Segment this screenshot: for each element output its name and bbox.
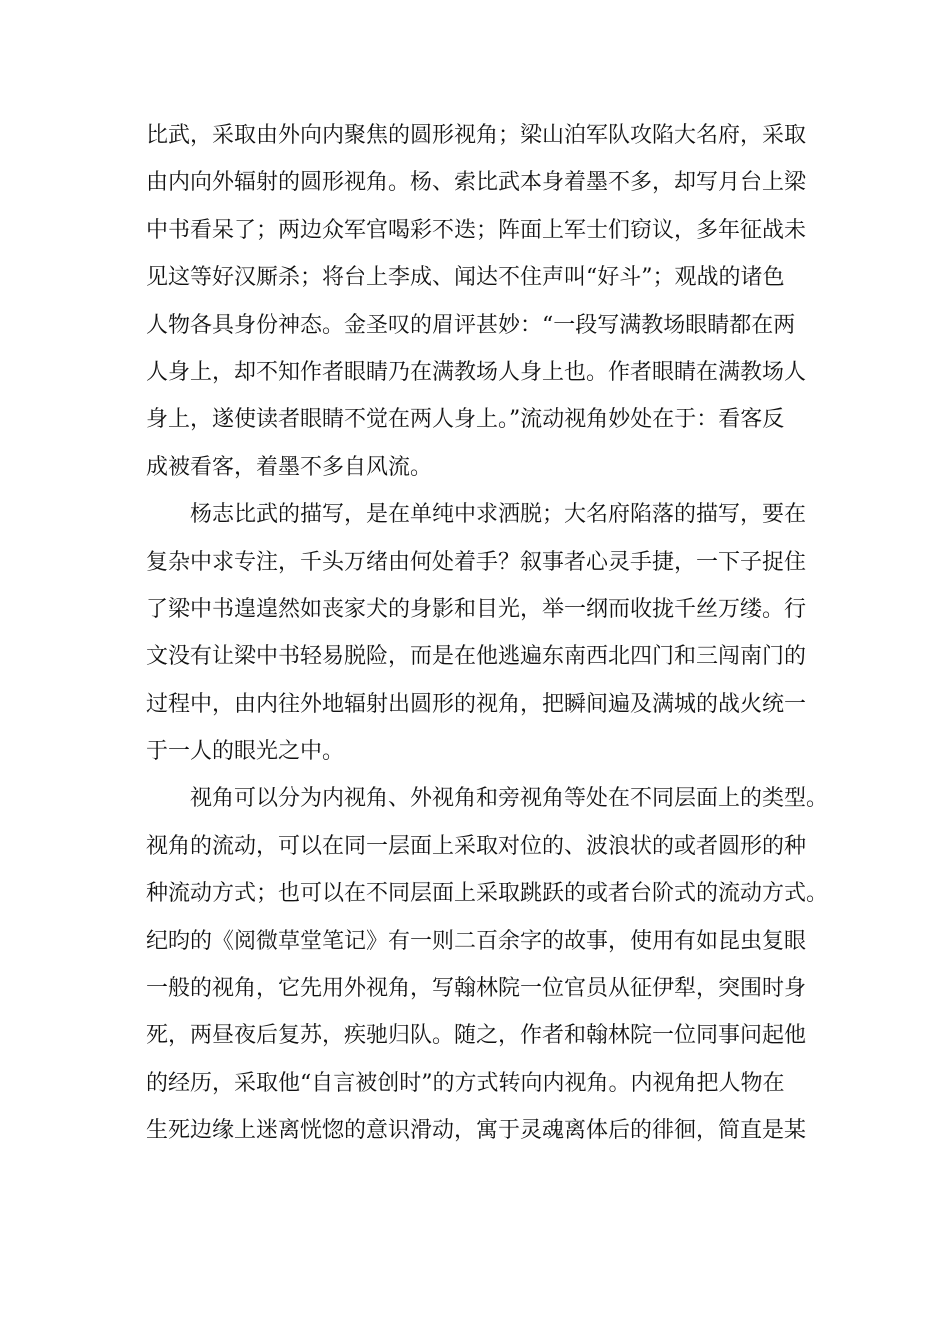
text-line: 中书看呆了；两边众军官喝彩不迭；阵面上军士们窃议，多年征战未 (146, 217, 807, 243)
text-line: 死，两昼夜后复苏，疾驰归队。随之，作者和翰林院一位同事问起他 (146, 1023, 807, 1049)
text-line: 复杂中求专注，千头万绪由何处着手？叙事者心灵手捷，一下子捉住 (146, 549, 807, 575)
text-line: 杨志比武的描写，是在单纯中求洒脱；大名府陷落的描写，要在 (190, 502, 807, 528)
text-line: 文没有让梁中书轻易脱险，而是在他逃遍东南西北四门和三闯南门的 (146, 644, 807, 670)
text-line: 比武，采取由外向内聚焦的圆形视角；梁山泊军队攻陷大名府，采取 (146, 123, 807, 148)
text-line: 种流动方式；也可以在不同层面上采取跳跃的或者台阶式的流动方式。 (146, 881, 829, 907)
text-line: 视角可以分为内视角、外视角和旁视角等处在不同层面上的类型。 (190, 786, 829, 812)
text-line: 由内向外辐射的圆形视角。杨、索比武本身着墨不多，却写月台上梁 (146, 170, 807, 196)
text-line: 人身上，却不知作者眼睛乃在满教场人身上也。作者眼睛在满教场人 (146, 359, 807, 385)
text-line: 了梁中书遑遑然如丧家犬的身影和目光，举一纲而收拢千丝万缕。行 (146, 596, 807, 622)
text-line: 见这等好汉厮杀；将台上李成、闻达不住声叫“好斗”；观战的诸色 (146, 265, 785, 291)
paragraph-3 (146, 775, 829, 1154)
paragraph-1 (146, 112, 826, 491)
text-line: 一般的视角，它先用外视角，写翰林院一位官员从征伊犁，突围时身 (146, 976, 807, 1002)
text-line: 人物各具身份神态。金圣叹的眉评甚妙：“一段写满教场眼睛都在两 (146, 312, 796, 338)
text-line: 视角的流动，可以在同一层面上采取对位的、波浪状的或者圆形的种 (146, 833, 807, 859)
text-line: 成被看客，着墨不多自风流。 (146, 454, 433, 480)
text-line: 的经历，采取他“自言被创时”的方式转向内视角。内视角把人物在 (146, 1070, 785, 1096)
text-line: 纪昀的《阅微草堂笔记》有一则二百余字的故事，使用有如昆虫复眼 (146, 928, 807, 954)
text-line: 身上，遂使读者眼睛不觉在两人身上。”流动视角妙处在于：看客反 (146, 407, 785, 433)
text-line: 过程中，由内往外地辐射出圆形的视角，把瞬间遍及满城的战火统一 (146, 691, 807, 717)
body-text (146, 112, 829, 1155)
text-line: 于一人的眼光之中。 (146, 739, 345, 765)
paragraph-2 (146, 491, 826, 775)
text-line: 生死边缘上迷离恍惚的意识滑动，寓于灵魂离体后的徘徊，简直是某 (146, 1118, 807, 1144)
